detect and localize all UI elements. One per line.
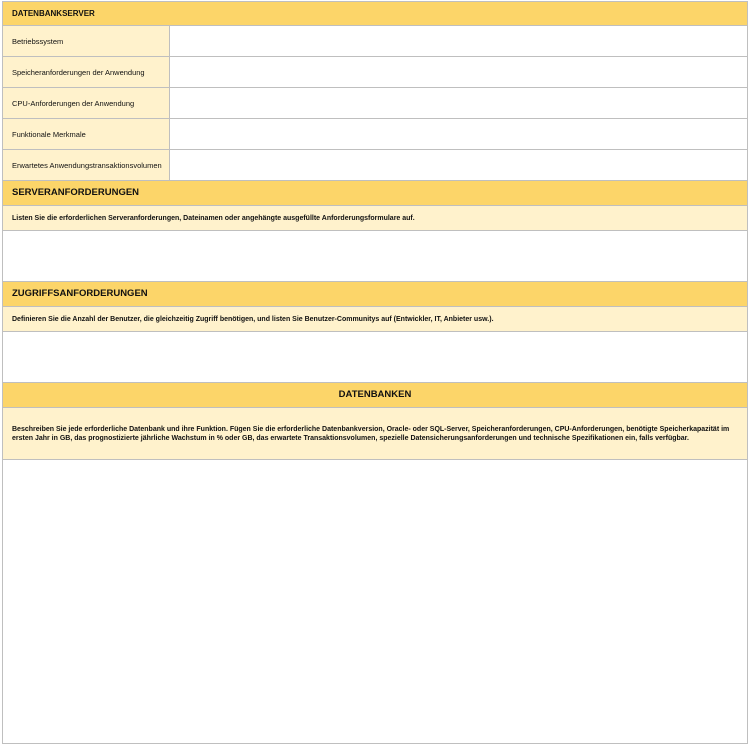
server-requirements-header [3,181,747,206]
field-label-functional-features [3,119,170,149]
access-requirements-title: ZUGRIFFSANFORDERUNGEN [12,288,148,299]
field-value-storage-requirements[interactable] [170,57,747,87]
db-server-header [3,2,747,26]
field-row-transaction-volume [3,150,747,181]
field-row-cpu-requirements [3,88,747,119]
databases-title: DATENBANKEN [338,389,412,400]
access-requirements-input[interactable] [3,332,747,383]
databases-instruction [3,408,747,460]
access-requirements-header [3,282,747,307]
field-label-transaction-volume [3,150,170,180]
databases-header [3,383,747,408]
field-label-text: CPU-Anforderungen der Anwendung [12,98,135,108]
field-value-transaction-volume[interactable] [170,150,747,180]
field-label-cpu-requirements [3,88,170,118]
instruction-text: Beschreiben Sie jede erforderliche Datenbank und ihre Funktion. Fügen Sie die erforderliche Datenbankversion, Oracle- oder SQL-Server, Speicheranforderungen, CPU-Anforderungen, benötigte Speicherkapazität im ersten Jahr in GB, das prognostizierte jährliche Wachstum in % oder GB, das erwartete Transaktionsvolumen, spezielle Datensicherungsanforderungen und technische Spezifikationen ein, falls verfügbar. [12,425,730,442]
field-label-text: Funktionale Merkmale [12,129,86,139]
field-value-functional-features[interactable] [170,119,747,149]
server-requirements-instruction [3,206,747,231]
field-label-text: Betriebssystem [12,36,64,46]
form-sheet [2,1,748,744]
field-label-operating-system [3,26,170,56]
field-row-operating-system [3,26,747,57]
field-label-storage-requirements [3,57,170,87]
server-requirements-input[interactable] [3,231,747,282]
field-value-cpu-requirements[interactable] [170,88,747,118]
field-value-operating-system[interactable] [170,26,747,56]
field-row-storage-requirements [3,57,747,88]
databases-input[interactable] [3,460,747,743]
instruction-text: Listen Sie die erforderlichen Serveranforderungen, Dateinamen oder angehängte ausgefüllte Anforderungsformulare auf. [12,214,415,222]
server-requirements-title: SERVERANFORDERUNGEN [12,187,140,198]
db-server-title: DATENBANKSERVER [12,9,95,18]
field-label-text: Speicheranforderungen der Anwendung [12,67,145,77]
field-label-text: Erwartetes Anwendungstransaktionsvolumen [12,160,162,170]
instruction-text: Definieren Sie die Anzahl der Benutzer, die gleichzeitig Zugriff benötigen, und listen Sie Benutzer-Communitys auf (Entwickler, IT, Anbieter usw.). [12,315,494,323]
access-requirements-instruction [3,307,747,332]
field-row-functional-features [3,119,747,150]
